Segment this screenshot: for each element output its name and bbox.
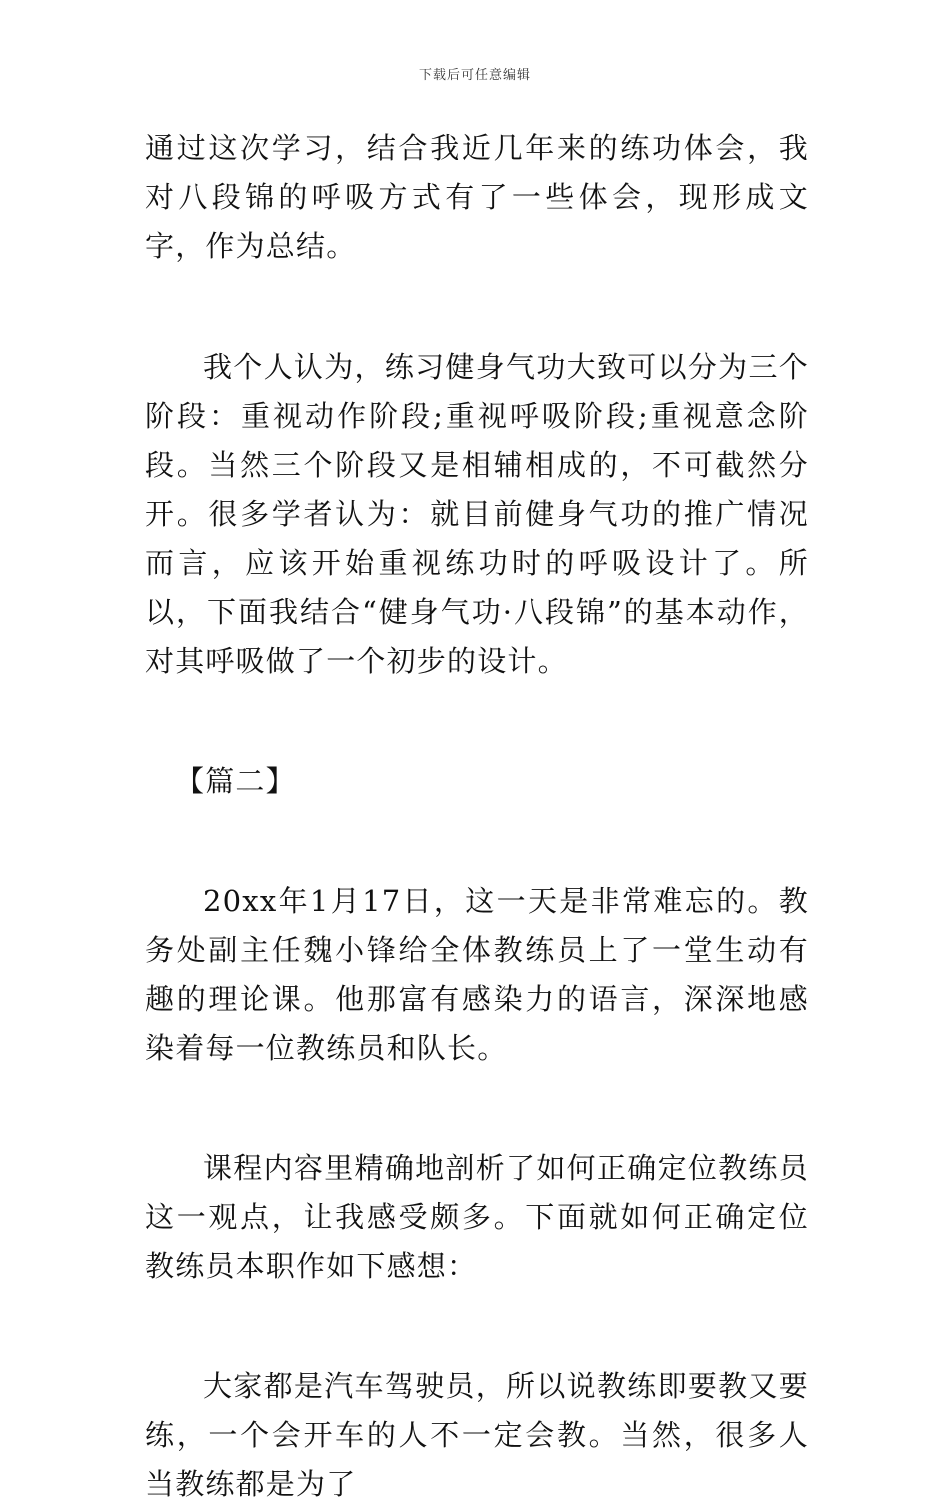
- paragraph-stages: 我个人认为，练习健身气功大致可以分为三个阶段：重视动作阶段;重视呼吸阶段;重视意念阶段。当然三个阶段又是相辅相成的，不可截然分开。很多学者认为：就目前健身气功的推广情况而言，应该开始重视练功时的呼吸设计了。所以，下面我结合“健身气功·八段锦”的基本动作，对其呼吸做了一个初步的设计。: [145, 350, 809, 678]
- document-body: [145, 124, 809, 1509]
- paragraph-lecture: 20xx年1月17日，这一天是非常难忘的。教务处副主任魏小锋给全体教练员上了一堂生动有趣的理论课。他那富有感染力的语言，深深地感染着每一位教练员和队长。: [145, 884, 809, 1065]
- paragraph-course-content: 课程内容里精确地剖析了如何正确定位教练员这一观点，让我感受颇多。下面就如何正确定位教练员本职作如下感想：: [145, 1151, 809, 1283]
- paragraph-gap: [145, 686, 809, 757]
- paragraph-gap: [145, 1291, 809, 1362]
- paragraph-intro: 通过这次学习，结合我近几年来的练功体会，我对八段锦的呼吸方式有了一些体会，现形成文字，作为总结。: [145, 131, 809, 263]
- paragraph-drivers: 大家都是汽车驾驶员，所以说教练即要教又要练，一个会开车的人不一定会教。当然，很多人当教练都是为了: [145, 1369, 809, 1501]
- section-title: 【篇二】: [175, 764, 296, 798]
- paragraph-gap: [145, 806, 809, 877]
- page-header-note: 下载后可任意编辑: [418, 68, 531, 83]
- paragraph-gap: [145, 1073, 809, 1144]
